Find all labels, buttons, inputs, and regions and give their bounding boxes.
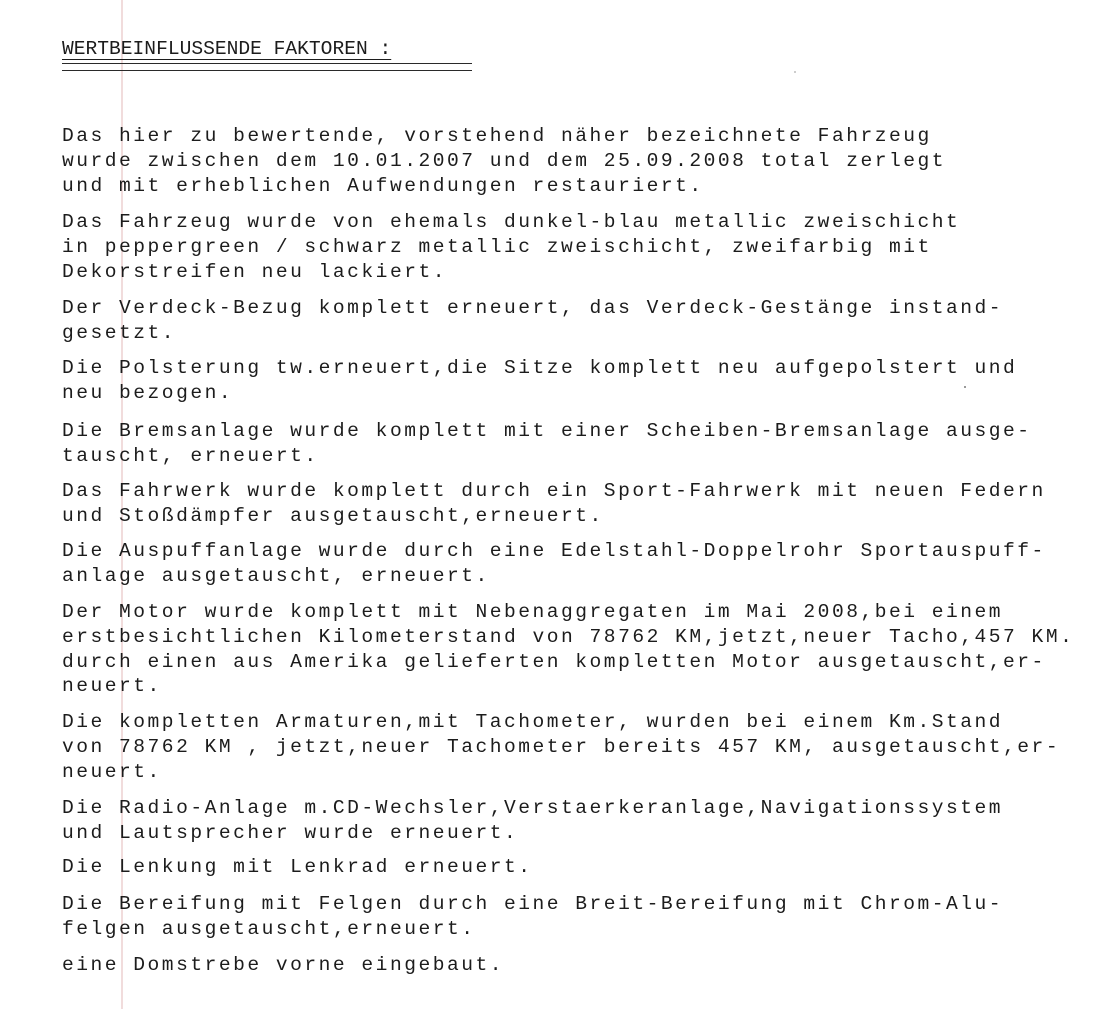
paragraph-radio: Die Radio-Anlage m.CD-Wechsler,Verstaerkeranlage,Navigationssystem und Lautsprecher wurde erneuert. — [62, 797, 1004, 844]
scan-speck — [794, 71, 796, 73]
paragraph-steering: Die Lenkung mit Lenkrad erneuert. — [62, 856, 533, 878]
paragraph-upholstery: Die Polsterung tw.erneuert,die Sitze komplett neu aufgepolstert und neu bezogen. — [62, 357, 1018, 404]
paragraph-paint: Das Fahrzeug wurde von ehemals dunkel-blau metallic zweischicht in peppergreen / schwarz metallic zweischicht, zweifarbig mit Dekorstreifen neu lackiert. — [62, 211, 961, 283]
scan-speck — [964, 386, 966, 388]
paragraph-suspension: Das Fahrwerk wurde komplett durch ein Sport-Fahrwerk mit neuen Federn und Stoßdämpfer ausgetauscht,erneuert. — [62, 480, 1046, 527]
paragraph-exhaust: Die Auspuffanlage wurde durch eine Edelstahl-Doppelrohr Sportauspuff- anlage ausgetauscht, erneuert. — [62, 540, 1046, 587]
paragraph-instruments: Die kompletten Armaturen,mit Tachometer, wurden bei einem Km.Stand von 78762 KM , jetzt,neuer Tachometer bereits 457 KM, ausgetauscht,er- neuert. — [62, 711, 1061, 783]
paragraph-engine: Der Motor wurde komplett mit Nebenaggregaten im Mai 2008,bei einem erstbesichtlichen Kilometerstand von 78762 KM,jetzt,neuer Tacho,457 KM. durch einen aus Amerika gelieferten kompletten Motor ausgetauscht,er- neuert. — [62, 601, 1075, 698]
paragraph-tires: Die Bereifung mit Felgen durch eine Breit-Bereifung mit Chrom-Alu- felgen ausgetauscht,erneuert. — [62, 893, 1004, 940]
paragraph-brakes: Die Bremsanlage wurde komplett mit einer Scheiben-Bremsanlage ausge- tauscht, erneuert. — [62, 420, 1032, 467]
heading-double-underline — [62, 63, 472, 71]
paragraph-strut-brace: eine Domstrebe vorne eingebaut. — [62, 954, 505, 976]
document-heading: WERTBEINFLUSSENDE FAKTOREN : — [62, 38, 392, 60]
paragraph-soft-top: Der Verdeck-Bezug komplett erneuert, das Verdeck-Gestänge instand- gesetzt. — [62, 297, 1004, 344]
paragraph-restoration-period: Das hier zu bewertende, vorstehend näher bezeichnete Fahrzeug wurde zwischen dem 10.01.2007 und dem 25.09.2008 total zerlegt und mit erheblichen Aufwendungen restauriert. — [62, 125, 947, 197]
